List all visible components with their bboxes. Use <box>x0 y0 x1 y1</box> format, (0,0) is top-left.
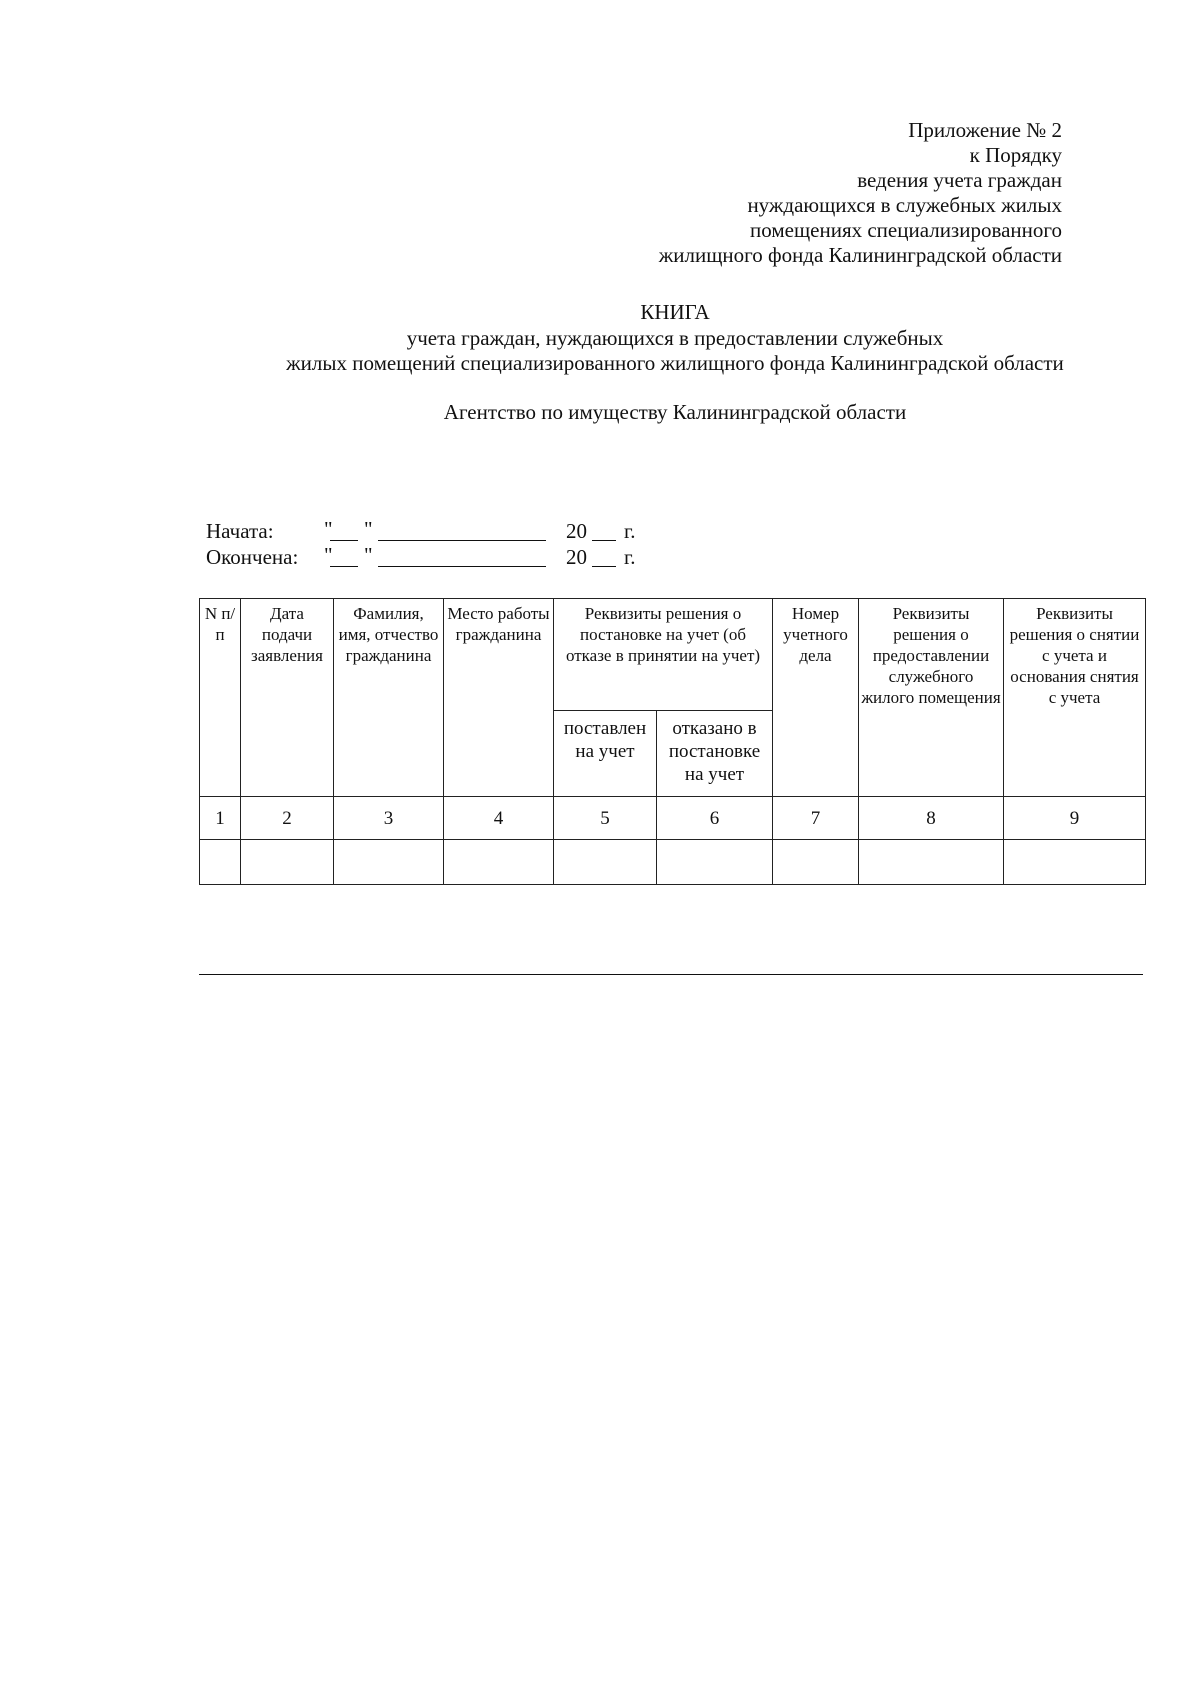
agency-name: Агентство по имуществу Калининградской области <box>443 400 907 424</box>
started-label: Начата: <box>206 519 274 543</box>
subheader-registered: поставлен на учет <box>554 711 657 797</box>
document-subtitle <box>0 326 1200 376</box>
header-full-name: Фамилия, имя, отчество гражданина <box>334 599 444 797</box>
empty-cell[interactable] <box>200 840 241 885</box>
document-title: КНИГА <box>640 300 710 324</box>
year-prefix: 20 <box>566 545 587 569</box>
subtitle-line: жилых помещений специализированного жилищного фонда Калининградской области <box>286 351 1064 375</box>
header-registration-decision: Реквизиты решения о постановке на учет (об отказе в принятии на учет) <box>554 599 773 711</box>
empty-cell[interactable] <box>773 840 859 885</box>
ended-row <box>206 544 666 570</box>
subtitle-line: учета граждан, нуждающихся в предоставлении служебных <box>406 326 944 350</box>
column-number: 7 <box>773 797 859 840</box>
quote-mark: " <box>364 543 373 567</box>
column-number: 5 <box>554 797 657 840</box>
header-row <box>200 599 1146 711</box>
column-number: 2 <box>241 797 334 840</box>
started-year-blank[interactable] <box>592 518 616 541</box>
header-workplace: Место работы гражданина <box>444 599 554 797</box>
empty-cell[interactable] <box>554 840 657 885</box>
year-suffix: г. <box>624 545 636 569</box>
header-provision-decision: Реквизиты решения о предоставлении служебного жилого помещения <box>859 599 1004 797</box>
column-number: 4 <box>444 797 554 840</box>
empty-cell[interactable] <box>1004 840 1146 885</box>
appendix-line: Приложение № 2 <box>908 118 1062 142</box>
appendix-note <box>659 118 1062 268</box>
column-number: 3 <box>334 797 444 840</box>
empty-cell[interactable] <box>859 840 1004 885</box>
empty-cell[interactable] <box>241 840 334 885</box>
empty-cell[interactable] <box>657 840 773 885</box>
table-row <box>200 840 1146 885</box>
column-number-row <box>200 797 1146 840</box>
ended-day-blank[interactable] <box>330 544 358 567</box>
column-number: 1 <box>200 797 241 840</box>
quote-mark: " <box>364 517 373 541</box>
started-month-blank[interactable] <box>378 518 546 541</box>
date-fields <box>206 518 666 570</box>
empty-cell[interactable] <box>334 840 444 885</box>
empty-cell[interactable] <box>444 840 554 885</box>
appendix-line: жилищного фонда Калининградской области <box>658 243 1062 267</box>
ended-month-blank[interactable] <box>378 544 546 567</box>
bottom-rule <box>199 974 1143 975</box>
column-number: 6 <box>657 797 773 840</box>
ended-year-blank[interactable] <box>592 544 616 567</box>
header-number: N п/п <box>200 599 241 797</box>
header-application-date: Дата подачи заявления <box>241 599 334 797</box>
appendix-line: к Порядку <box>969 143 1062 167</box>
column-number: 9 <box>1004 797 1146 840</box>
started-row <box>206 518 666 544</box>
quote-mark: " <box>324 543 333 567</box>
header-removal-decision: Реквизиты решения о снятии с учета и основания снятия с учета <box>1004 599 1146 797</box>
started-day-blank[interactable] <box>330 518 358 541</box>
appendix-line: нуждающихся в служебных жилых <box>747 193 1062 217</box>
register-table <box>199 598 1146 885</box>
year-suffix: г. <box>624 519 636 543</box>
column-number: 8 <box>859 797 1004 840</box>
quote-mark: " <box>324 517 333 541</box>
ended-label: Окончена: <box>206 545 299 569</box>
appendix-line: помещениях специализированного <box>750 218 1062 242</box>
appendix-line: ведения учета граждан <box>857 168 1062 192</box>
subheader-refused: отказано в постановке на учет <box>657 711 773 797</box>
year-prefix: 20 <box>566 519 587 543</box>
header-case-number: Номер учетного дела <box>773 599 859 797</box>
